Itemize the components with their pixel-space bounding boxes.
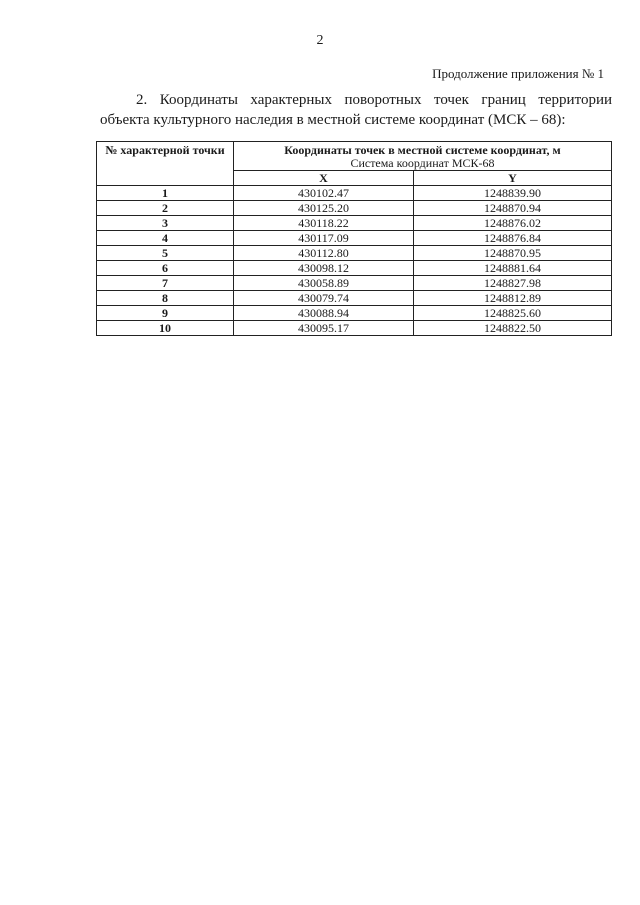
x-coordinate-cell: 430079.74: [234, 291, 414, 306]
point-number-cell: 3: [97, 216, 234, 231]
table-row: [97, 186, 612, 201]
coordinates-table: [96, 141, 612, 336]
point-number-cell: 6: [97, 261, 234, 276]
x-coordinate-cell: 430088.94: [234, 306, 414, 321]
coordinates-header-title: Координаты точек в местной системе координат, м: [284, 143, 561, 157]
y-coordinate-cell: 1248876.84: [413, 231, 611, 246]
x-coordinate-cell: 430095.17: [234, 321, 414, 336]
table-row: [97, 306, 612, 321]
x-coordinate-cell: 430118.22: [234, 216, 414, 231]
table-header-row: [97, 142, 612, 171]
point-number-cell: 5: [97, 246, 234, 261]
table-body: [97, 186, 612, 336]
y-coordinate-cell: 1248812.89: [413, 291, 611, 306]
y-coordinate-cell: 1248822.50: [413, 321, 611, 336]
y-coordinate-cell: 1248839.90: [413, 186, 611, 201]
table-row: [97, 261, 612, 276]
point-number-cell: 7: [97, 276, 234, 291]
table-row: [97, 246, 612, 261]
point-number-cell: 4: [97, 231, 234, 246]
table-row: [97, 321, 612, 336]
point-number-cell: 10: [97, 321, 234, 336]
x-coordinate-cell: 430125.20: [234, 201, 414, 216]
y-coordinate-cell: 1248870.95: [413, 246, 611, 261]
y-coordinate-cell: 1248825.60: [413, 306, 611, 321]
point-number-cell: 1: [97, 186, 234, 201]
x-coordinate-cell: 430112.80: [234, 246, 414, 261]
y-coordinate-cell: 1248876.02: [413, 216, 611, 231]
y-coordinate-cell: 1248881.64: [413, 261, 611, 276]
table-row: [97, 201, 612, 216]
point-number-cell: 8: [97, 291, 234, 306]
point-number-header: № характерной точки: [97, 142, 234, 186]
table-row: [97, 276, 612, 291]
y-coordinate-cell: 1248870.94: [413, 201, 611, 216]
appendix-note: Продолжение приложения № 1: [432, 66, 604, 81]
x-coordinate-cell: 430117.09: [234, 231, 414, 246]
table-row: [97, 216, 612, 231]
x-coordinate-cell: 430058.89: [234, 276, 414, 291]
x-coordinate-cell: 430102.47: [234, 186, 414, 201]
section-heading: 2. Координаты характерных поворотных точек границ территории объекта культурного наследия в местной системе координат (МСК – 68):: [100, 92, 612, 128]
coordinate-system-label: Система координат МСК-68: [350, 156, 495, 170]
table-row: [97, 291, 612, 306]
page-number: 2: [316, 33, 324, 48]
table-row: [97, 231, 612, 246]
point-number-cell: 2: [97, 201, 234, 216]
coordinates-header: [234, 142, 612, 171]
point-number-cell: 9: [97, 306, 234, 321]
x-column-header: X: [234, 171, 414, 186]
x-coordinate-cell: 430098.12: [234, 261, 414, 276]
y-coordinate-cell: 1248827.98: [413, 276, 611, 291]
y-column-header: Y: [413, 171, 611, 186]
